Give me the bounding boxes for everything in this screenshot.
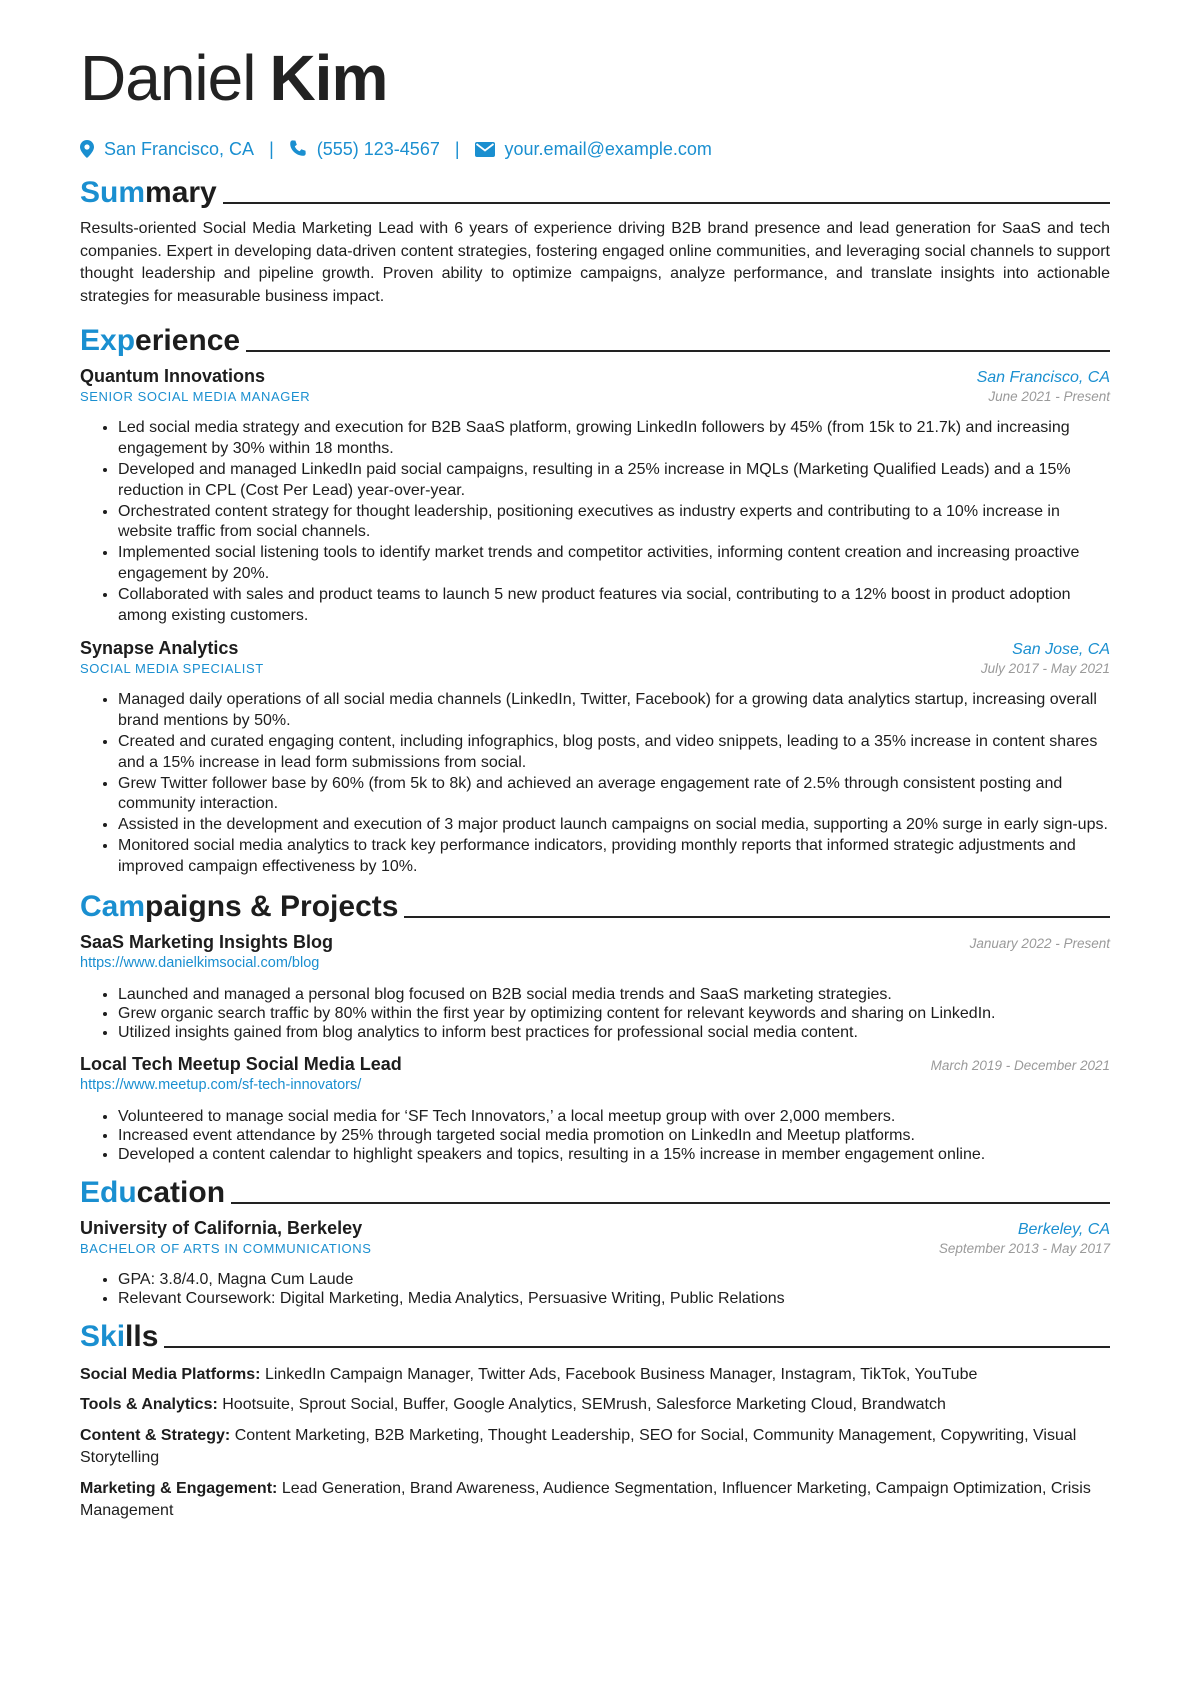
list-item: • Implemented social listening tools to identify market trends and competitor activities, informing content creation and increasing proactive engagement by 20%. bbox=[118, 543, 1110, 585]
job-bullets bbox=[80, 690, 1110, 877]
contact-location bbox=[80, 139, 254, 160]
skill-value: Hootsuite, Sprout Social, Buffer, Google Analytics, SEMrush, Salesforce Marketing Cloud, Brandwatch bbox=[222, 1396, 946, 1414]
skill-value: Content Marketing, B2B Marketing, Thought Leadership, SEO for Social, Community Management, Copywriting, Visual Storytelling bbox=[80, 1426, 1077, 1467]
list-item: • Monitored social media analytics to track key performance indicators, providing monthly reports that informed strategic adjustments and improved campaign effectiveness by 10%. bbox=[118, 836, 1110, 878]
list-item: • Led social media strategy and execution for B2B SaaS platform, growing LinkedIn followers by 45% (from 15k to 21.7k) and increasing engagement by 30% within 18 months. bbox=[118, 418, 1110, 460]
job-entry bbox=[80, 366, 1110, 626]
email-text: your.email@example.com bbox=[504, 138, 712, 159]
project-bullets bbox=[80, 1107, 1110, 1164]
projects-heading bbox=[80, 888, 1110, 924]
project-link[interactable]: https://www.meetup.com/sf-tech-innovators/ bbox=[80, 1076, 362, 1093]
list-item: • Orchestrated content strategy for thought leadership, positioning executives as industry experts and contributing to a 10% increase in website traffic from social channels. bbox=[118, 502, 1110, 544]
skill-label: Social Media Platforms: bbox=[80, 1365, 261, 1383]
contact-phone[interactable] bbox=[289, 139, 440, 160]
skills-heading bbox=[80, 1318, 1110, 1354]
list-item: • Assisted in the development and execution of 3 major product launch campaigns on social media, supporting a 20% surge in early sign-ups. bbox=[118, 815, 1110, 836]
list-item: • Grew Twitter follower base by 60% (from 5k to 8k) and achieved an average engagement rate of 2.5% through consistent posting and community interaction. bbox=[118, 774, 1110, 816]
job-role: SOCIAL MEDIA SPECIALIST bbox=[80, 661, 264, 677]
company-name: Synapse Analytics bbox=[80, 638, 239, 659]
job-entry bbox=[80, 638, 1110, 877]
project-entry bbox=[80, 1054, 1110, 1164]
list-item: • Increased event attendance by 25% through targeted social media promotion on LinkedIn and Meetup platforms. bbox=[118, 1126, 1110, 1145]
list-item: • GPA: 3.8/4.0, Magna Cum Laude bbox=[118, 1270, 1110, 1289]
experience-title-accent: Exp bbox=[80, 324, 136, 358]
section-rule bbox=[164, 1346, 1110, 1348]
project-name: SaaS Marketing Insights Blog bbox=[80, 931, 334, 952]
summary-title-rest: mary bbox=[145, 176, 217, 209]
list-item: • Collaborated with sales and product teams to launch 5 new product features via social, contributing to a 12% boost in product adoption among existing customers. bbox=[118, 585, 1110, 627]
skill-group bbox=[80, 1425, 1110, 1470]
list-item: • Relevant Coursework: Digital Marketing, Media Analytics, Persuasive Writing, Public Relations bbox=[118, 1289, 1110, 1308]
location-text: San Francisco, CA bbox=[104, 138, 255, 159]
projects-title-rest: paigns & Projects bbox=[145, 889, 399, 923]
skill-label: Tools & Analytics: bbox=[80, 1396, 218, 1414]
section-rule bbox=[223, 202, 1110, 204]
school-location: Berkeley, CA bbox=[1017, 1220, 1110, 1238]
job-role: SENIOR SOCIAL MEDIA MANAGER bbox=[80, 389, 311, 405]
list-item: • Developed and managed LinkedIn paid social campaigns, resulting in a 25% increase in MQLs (Marketing Qualified Leads) and a 15% reduction in CPL (Cost Per Lead) year-over-year. bbox=[118, 460, 1110, 502]
skills-list bbox=[80, 1364, 1110, 1524]
job-bullets bbox=[80, 418, 1110, 626]
section-rule bbox=[231, 1202, 1110, 1204]
project-name: Local Tech Meetup Social Media Lead bbox=[80, 1053, 402, 1074]
contact-separator: | bbox=[269, 138, 274, 159]
skill-group bbox=[80, 1364, 1110, 1387]
last-name: Kim bbox=[269, 42, 388, 114]
map-pin-icon bbox=[80, 140, 94, 158]
contact-email[interactable] bbox=[475, 139, 712, 160]
project-entry bbox=[80, 932, 1110, 1042]
education-dates: September 2013 - May 2017 bbox=[938, 1240, 1110, 1256]
summary-title-accent: Sum bbox=[80, 176, 146, 209]
experience-heading bbox=[80, 322, 1110, 358]
list-item: • Utilized insights gained from blog analytics to inform best practices for professional social media content. bbox=[118, 1023, 1110, 1042]
skill-label: Content & Strategy: bbox=[80, 1426, 231, 1444]
skills-title-accent: Ski bbox=[80, 1319, 126, 1353]
project-dates: January 2022 - Present bbox=[969, 935, 1110, 951]
contact-separator: | bbox=[454, 138, 460, 159]
education-heading bbox=[80, 1174, 1110, 1210]
candidate-name bbox=[80, 42, 1110, 114]
skill-group bbox=[80, 1478, 1110, 1523]
skill-group bbox=[80, 1394, 1110, 1417]
phone-text: (555) 123-4567 bbox=[316, 138, 440, 159]
skill-value: LinkedIn Campaign Manager, Twitter Ads, Facebook Business Manager, Instagram, TikTok, YouTube bbox=[264, 1365, 978, 1383]
envelope-icon bbox=[475, 142, 495, 157]
job-dates: June 2021 - Present bbox=[988, 389, 1110, 405]
school-name: University of California, Berkeley bbox=[80, 1217, 363, 1238]
section-rule bbox=[404, 916, 1110, 918]
summary-text: Results-oriented Social Media Marketing Lead with 6 years of experience driving B2B brand presence and lead generation for SaaS and tech companies. Expert in developing data-driven content strategies, fostering engaged online communities, and leveraging social channels to support thought leadership and pipeline growth. Proven ability to optimize campaigns, analyze performance, and translate insights into actionable strategies for measurable business impact. bbox=[80, 220, 1110, 305]
phone-icon bbox=[289, 140, 307, 158]
list-item: • Created and curated engaging content, including infographics, blog posts, and video snippets, leading to a 35% increase in content shares and a 15% increase in lead form submissions from social. bbox=[118, 732, 1110, 774]
skill-value: Lead Generation, Brand Awareness, Audience Segmentation, Influencer Marketing, Campaign Optimization, Crisis Management bbox=[80, 1479, 1091, 1520]
skill-label: Marketing & Engagement: bbox=[80, 1479, 278, 1497]
education-title-rest: cation bbox=[136, 1175, 226, 1209]
contact-line bbox=[80, 136, 1110, 162]
list-item: • Launched and managed a personal blog focused on B2B social media trends and SaaS marketing strategies. bbox=[118, 985, 1110, 1004]
job-location: San Francisco, CA bbox=[976, 369, 1110, 387]
list-item: • Grew organic search traffic by 80% within the first year by optimizing content for relevant keywords and sharing on LinkedIn. bbox=[118, 1004, 1110, 1023]
project-dates: March 2019 - December 2021 bbox=[930, 1057, 1110, 1073]
education-entry bbox=[80, 1218, 1110, 1308]
skills-title-rest: lls bbox=[125, 1319, 159, 1353]
education-bullets bbox=[80, 1270, 1110, 1308]
projects-title-accent: Cam bbox=[80, 889, 146, 923]
education-title-accent: Edu bbox=[80, 1175, 137, 1209]
project-bullets bbox=[80, 985, 1110, 1042]
job-location: San Jose, CA bbox=[1012, 641, 1110, 659]
list-item: • Managed daily operations of all social media channels (LinkedIn, Twitter, Facebook) for a growing data analytics startup, increasing overall brand mentions by 50%. bbox=[118, 690, 1110, 732]
first-name: Daniel bbox=[80, 42, 256, 114]
summary-heading bbox=[80, 174, 1110, 210]
project-link[interactable]: https://www.danielkimsocial.com/blog bbox=[80, 954, 320, 971]
degree: BACHELOR OF ARTS IN COMMUNICATIONS bbox=[80, 1240, 372, 1256]
list-item: • Developed a content calendar to highlight speakers and topics, resulting in a 15% increase in member engagement online. bbox=[118, 1145, 1110, 1164]
list-item: • Volunteered to manage social media for ‘SF Tech Innovators,’ a local meetup group with over 2,000 members. bbox=[118, 1107, 1110, 1126]
section-rule bbox=[246, 350, 1110, 352]
job-dates: July 2017 - May 2021 bbox=[980, 661, 1110, 677]
company-name: Quantum Innovations bbox=[80, 366, 266, 387]
experience-title-rest: erience bbox=[135, 324, 241, 358]
